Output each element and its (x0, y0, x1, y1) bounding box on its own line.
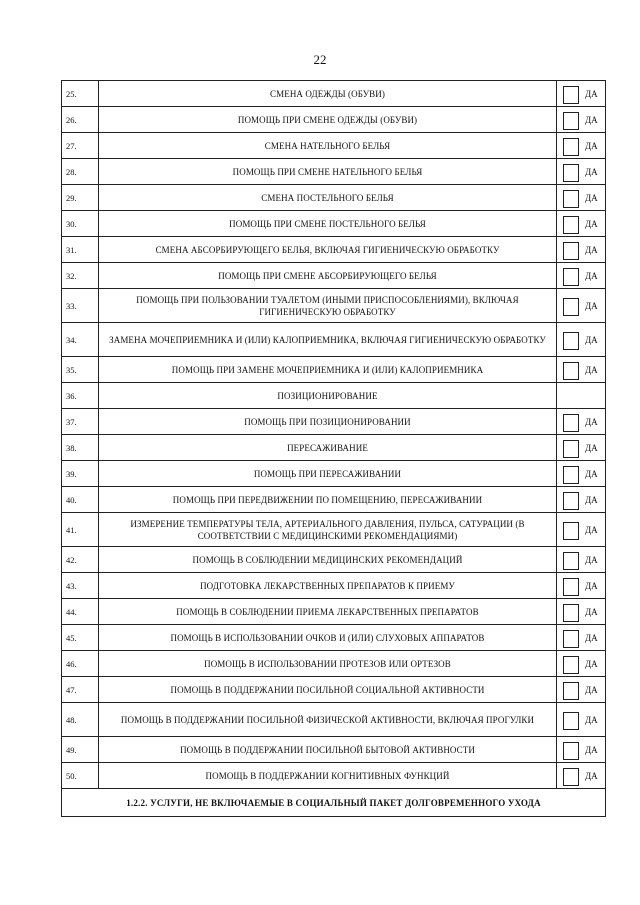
service-name: ПОМОЩЬ В ПОДДЕРЖАНИИ ПОСИЛЬНОЙ ФИЗИЧЕСКОЙ АКТИВНОСТИ, ВКЛЮЧАЯ ПРОГУЛКИ (99, 703, 557, 737)
service-name: ПОМОЩЬ ПРИ СМЕНЕ ОДЕЖДЫ (ОБУВИ) (99, 107, 557, 133)
service-row (62, 513, 606, 547)
yes-checkbox[interactable] (563, 190, 579, 208)
row-number: 28. (62, 159, 99, 185)
yes-label: ДА (585, 244, 598, 255)
yes-checkbox[interactable] (563, 216, 579, 234)
service-row (62, 383, 606, 409)
service-row (62, 461, 606, 487)
services-table-body (62, 81, 606, 789)
service-row (62, 323, 606, 357)
yes-label: ДА (585, 494, 598, 505)
service-row (62, 737, 606, 763)
yes-label: ДА (585, 364, 598, 375)
yes-label: ДА (585, 714, 598, 725)
row-number: 44. (62, 599, 99, 625)
service-row (62, 409, 606, 435)
yes-label: ДА (585, 684, 598, 695)
row-number: 39. (62, 461, 99, 487)
option-cell (557, 409, 606, 435)
service-row (62, 677, 606, 703)
yes-label: ДА (585, 270, 598, 281)
row-number: 38. (62, 435, 99, 461)
yes-checkbox[interactable] (563, 332, 579, 350)
service-row (62, 599, 606, 625)
service-name: ПОМОЩЬ ПРИ СМЕНЕ НАТЕЛЬНОГО БЕЛЬЯ (99, 159, 557, 185)
yes-checkbox[interactable] (563, 242, 579, 260)
service-row (62, 651, 606, 677)
services-table (61, 80, 606, 817)
option-cell (557, 599, 606, 625)
option-cell (557, 763, 606, 789)
yes-label: ДА (585, 744, 598, 755)
service-name: ПОМОЩЬ ПРИ ПЕРЕДВИЖЕНИИ ПО ПОМЕЩЕНИЮ, ПЕРЕСАЖИВАНИИ (99, 487, 557, 513)
yes-checkbox[interactable] (563, 656, 579, 674)
service-row (62, 547, 606, 573)
row-number: 49. (62, 737, 99, 763)
yes-checkbox[interactable] (563, 712, 579, 730)
service-name: ПОМОЩЬ ПРИ СМЕНЕ ПОСТЕЛЬНОГО БЕЛЬЯ (99, 211, 557, 237)
option-cell (557, 263, 606, 289)
option-cell (557, 513, 606, 547)
service-name: ПОМОЩЬ В СОБЛЮДЕНИИ ПРИЕМА ЛЕКАРСТВЕННЫХ ПРЕПАРАТОВ (99, 599, 557, 625)
option-cell (557, 737, 606, 763)
yes-label: ДА (585, 416, 598, 427)
option-cell (557, 289, 606, 323)
option-cell (557, 677, 606, 703)
option-cell (557, 133, 606, 159)
yes-checkbox[interactable] (563, 440, 579, 458)
option-cell (557, 573, 606, 599)
service-row (62, 211, 606, 237)
row-number: 31. (62, 237, 99, 263)
section-heading-row (62, 789, 606, 817)
option-cell (557, 323, 606, 357)
row-number: 46. (62, 651, 99, 677)
row-number: 41. (62, 513, 99, 547)
row-number: 30. (62, 211, 99, 237)
yes-checkbox[interactable] (563, 362, 579, 380)
yes-label: ДА (585, 580, 598, 591)
yes-checkbox[interactable] (563, 112, 579, 130)
service-name: ПОМОЩЬ В ИСПОЛЬЗОВАНИИ ОЧКОВ И (ИЛИ) СЛУХОВЫХ АППАРАТОВ (99, 625, 557, 651)
service-row (62, 133, 606, 159)
yes-label: ДА (585, 632, 598, 643)
service-row (62, 263, 606, 289)
service-name: ПОДГОТОВКА ЛЕКАРСТВЕННЫХ ПРЕПАРАТОВ К ПРИЕМУ (99, 573, 557, 599)
row-number: 50. (62, 763, 99, 789)
yes-label: ДА (585, 442, 598, 453)
yes-label: ДА (585, 114, 598, 125)
row-number: 48. (62, 703, 99, 737)
service-name: ПОМОЩЬ ПРИ СМЕНЕ АБСОРБИРУЮЩЕГО БЕЛЬЯ (99, 263, 557, 289)
row-number: 47. (62, 677, 99, 703)
service-name: ИЗМЕРЕНИЕ ТЕМПЕРАТУРЫ ТЕЛА, АРТЕРИАЛЬНОГО ДАВЛЕНИЯ, ПУЛЬСА, САТУРАЦИИ (В СООТВЕТСТВИИ С МЕДИЦИНСКИМИ РЕКОМЕНДАЦИЯМИ) (99, 513, 557, 547)
option-cell (557, 435, 606, 461)
service-name: ПОМОЩЬ В СОБЛЮДЕНИИ МЕДИЦИНСКИХ РЕКОМЕНДАЦИЙ (99, 547, 557, 573)
yes-checkbox[interactable] (563, 578, 579, 596)
service-row (62, 435, 606, 461)
service-row (62, 289, 606, 323)
option-cell (557, 703, 606, 737)
service-name: ПОМОЩЬ ПРИ ЗАМЕНЕ МОЧЕПРИЕМНИКА И (ИЛИ) КАЛОПРИЕМНИКА (99, 357, 557, 383)
yes-label: ДА (585, 140, 598, 151)
service-row (62, 573, 606, 599)
service-name: ПЕРЕСАЖИВАНИЕ (99, 435, 557, 461)
service-name: СМЕНА АБСОРБИРУЮЩЕГО БЕЛЬЯ, ВКЛЮЧАЯ ГИГИЕНИЧЕСКУЮ ОБРАБОТКУ (99, 237, 557, 263)
service-row (62, 487, 606, 513)
yes-checkbox[interactable] (563, 86, 579, 104)
option-cell (557, 237, 606, 263)
service-row (62, 625, 606, 651)
row-number: 33. (62, 289, 99, 323)
option-cell (557, 357, 606, 383)
service-name: СМЕНА ПОСТЕЛЬНОГО БЕЛЬЯ (99, 185, 557, 211)
yes-checkbox[interactable] (563, 522, 579, 540)
yes-label: ДА (585, 88, 598, 99)
yes-checkbox[interactable] (563, 742, 579, 760)
section-heading: 1.2.2. УСЛУГИ, НЕ ВКЛЮЧАЕМЫЕ В СОЦИАЛЬНЫЙ ПАКЕТ ДОЛГОВРЕМЕННОГО УХОДА (62, 789, 606, 817)
yes-checkbox[interactable] (563, 768, 579, 786)
row-number: 29. (62, 185, 99, 211)
service-row (62, 107, 606, 133)
service-name: ПОМОЩЬ ПРИ ПЕРЕСАЖИВАНИИ (99, 461, 557, 487)
option-cell (557, 487, 606, 513)
yes-checkbox[interactable] (563, 630, 579, 648)
service-name: ПОЗИЦИОНИРОВАНИЕ (99, 383, 557, 409)
yes-label: ДА (585, 192, 598, 203)
service-name: ПОМОЩЬ ПРИ ПОЗИЦИОНИРОВАНИИ (99, 409, 557, 435)
yes-label: ДА (585, 300, 598, 311)
service-name: ЗАМЕНА МОЧЕПРИЕМНИКА И (ИЛИ) КАЛОПРИЕМНИКА, ВКЛЮЧАЯ ГИГИЕНИЧЕСКУЮ ОБРАБОТКУ (99, 323, 557, 357)
row-number: 34. (62, 323, 99, 357)
yes-checkbox[interactable] (563, 138, 579, 156)
option-cell (557, 107, 606, 133)
section-footer (62, 789, 606, 817)
option-cell (557, 461, 606, 487)
yes-label: ДА (585, 658, 598, 669)
service-row (62, 357, 606, 383)
row-number: 27. (62, 133, 99, 159)
service-row (62, 185, 606, 211)
yes-checkbox[interactable] (563, 298, 579, 316)
yes-label: ДА (585, 218, 598, 229)
row-number: 42. (62, 547, 99, 573)
yes-checkbox[interactable] (563, 604, 579, 622)
yes-label: ДА (585, 166, 598, 177)
option-cell (557, 625, 606, 651)
service-row (62, 763, 606, 789)
yes-label: ДА (585, 770, 598, 781)
service-row (62, 237, 606, 263)
service-name: ПОМОЩЬ ПРИ ПОЛЬЗОВАНИИ ТУАЛЕТОМ (ИНЫМИ ПРИСПОСОБЛЕНИЯМИ), ВКЛЮЧАЯ ГИГИЕНИЧЕСКУЮ ОБРАБОТКУ (99, 289, 557, 323)
row-number: 43. (62, 573, 99, 599)
option-cell (557, 185, 606, 211)
yes-checkbox[interactable] (563, 552, 579, 570)
row-number: 40. (62, 487, 99, 513)
yes-checkbox[interactable] (563, 492, 579, 510)
option-cell (557, 651, 606, 677)
option-cell (557, 211, 606, 237)
row-number: 32. (62, 263, 99, 289)
option-cell (557, 547, 606, 573)
page-number: 22 (313, 52, 327, 67)
row-number: 36. (62, 383, 99, 409)
yes-checkbox[interactable] (563, 682, 579, 700)
yes-checkbox[interactable] (563, 164, 579, 182)
service-name: СМЕНА ОДЕЖДЫ (ОБУВИ) (99, 81, 557, 107)
yes-label: ДА (585, 606, 598, 617)
service-row (62, 81, 606, 107)
service-name: ПОМОЩЬ В ПОДДЕРЖАНИИ ПОСИЛЬНОЙ СОЦИАЛЬНОЙ АКТИВНОСТИ (99, 677, 557, 703)
service-name: ПОМОЩЬ В ПОДДЕРЖАНИИ КОГНИТИВНЫХ ФУНКЦИЙ (99, 763, 557, 789)
yes-label: ДА (585, 334, 598, 345)
row-number: 25. (62, 81, 99, 107)
yes-checkbox[interactable] (563, 466, 579, 484)
row-number: 37. (62, 409, 99, 435)
service-row (62, 159, 606, 185)
row-number: 45. (62, 625, 99, 651)
yes-label: ДА (585, 468, 598, 479)
option-cell (557, 81, 606, 107)
service-name: ПОМОЩЬ В ПОДДЕРЖАНИИ ПОСИЛЬНОЙ БЫТОВОЙ АКТИВНОСТИ (99, 737, 557, 763)
option-cell (557, 383, 606, 409)
yes-label: ДА (585, 554, 598, 565)
yes-checkbox[interactable] (563, 414, 579, 432)
yes-label: ДА (585, 524, 598, 535)
service-name: ПОМОЩЬ В ИСПОЛЬЗОВАНИИ ПРОТЕЗОВ ИЛИ ОРТЕЗОВ (99, 651, 557, 677)
row-number: 35. (62, 357, 99, 383)
service-name: СМЕНА НАТЕЛЬНОГО БЕЛЬЯ (99, 133, 557, 159)
option-cell (557, 159, 606, 185)
service-row (62, 703, 606, 737)
row-number: 26. (62, 107, 99, 133)
yes-checkbox[interactable] (563, 268, 579, 286)
